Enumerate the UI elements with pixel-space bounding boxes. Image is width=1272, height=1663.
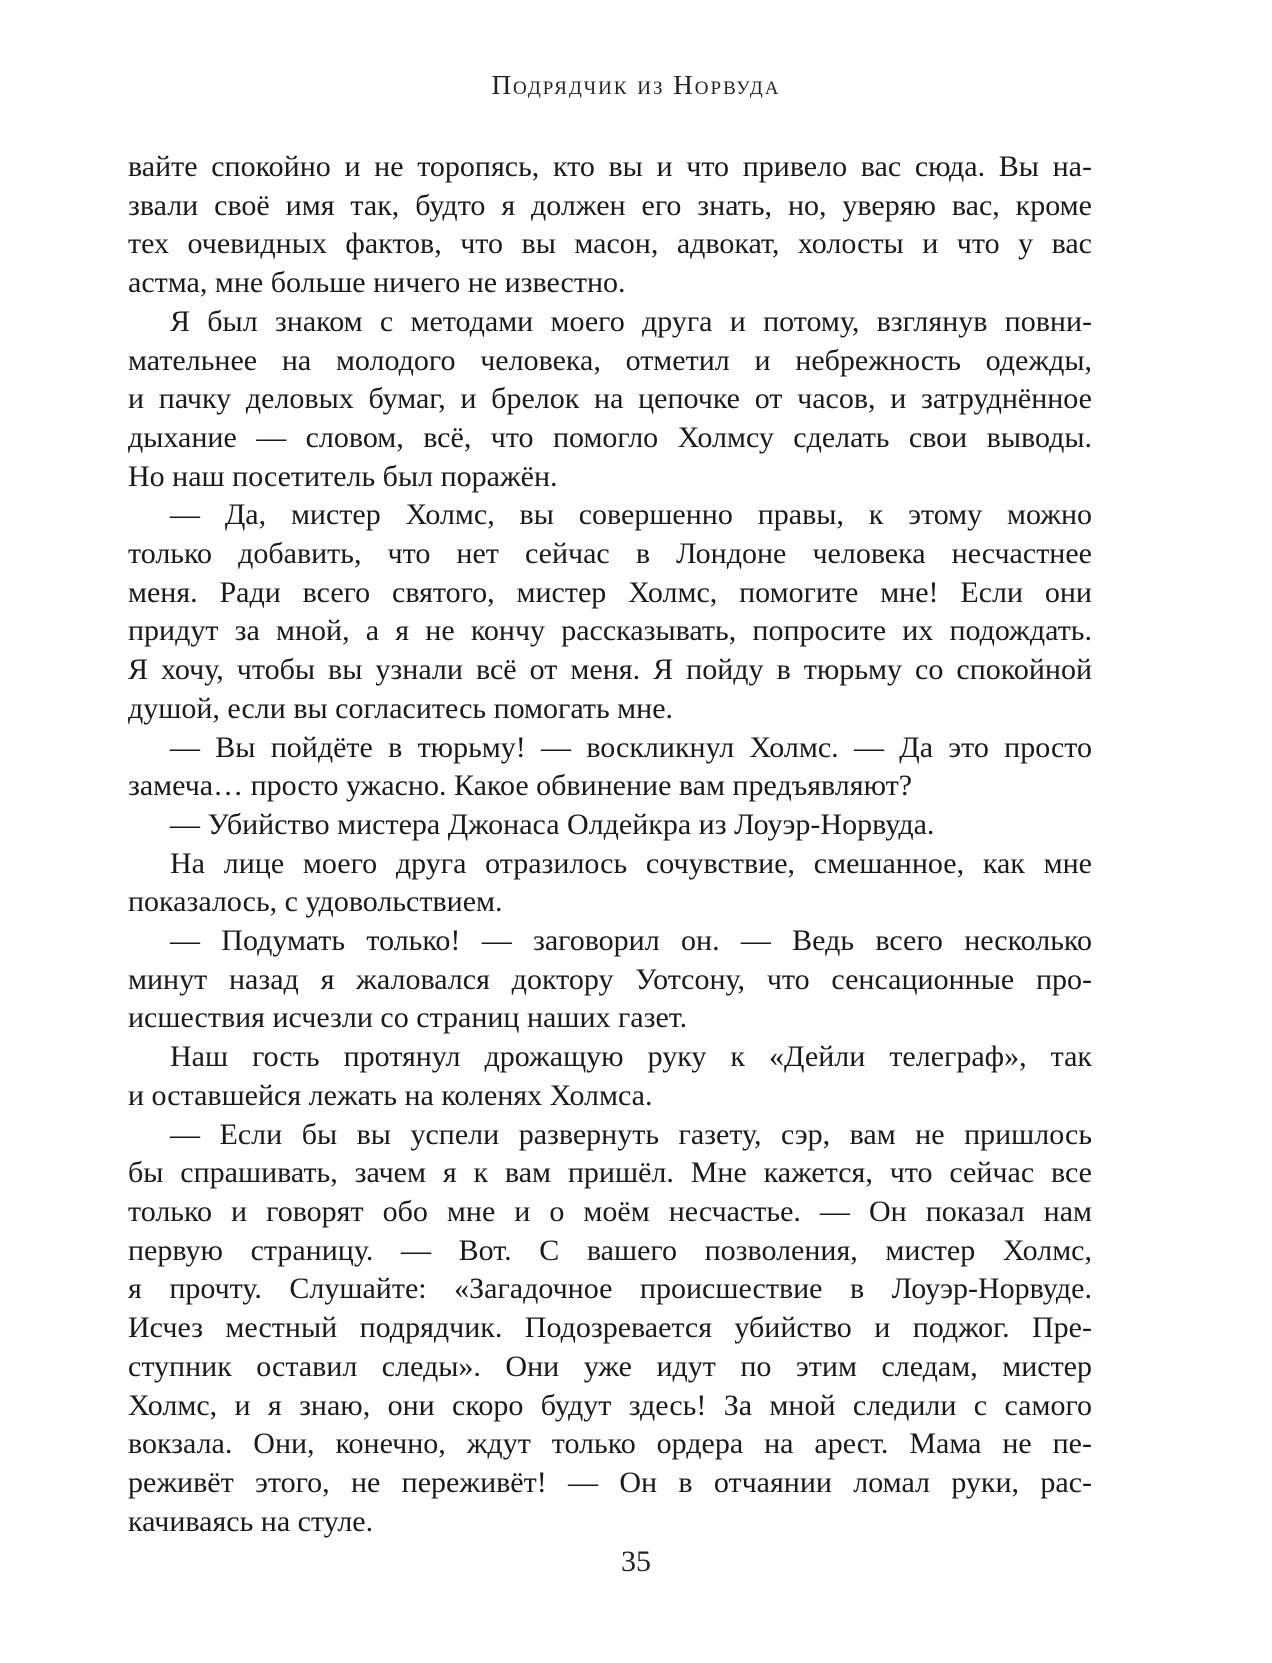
text-line: звали своё имя так, будто я должен его знать, но, уверяю вас, кроме [128, 188, 1092, 222]
body-text [128, 148, 1092, 1541]
paragraph [128, 729, 1092, 806]
text-line: тех очевидных фактов, что вы масон, адвокат, холосты и что у вас [128, 227, 1092, 261]
text-line: Но наш посетитель был поражён. [128, 459, 558, 493]
paragraph [128, 806, 1092, 845]
text-line: Я был знаком с методами моего друга и потому, взглянув повни- [170, 304, 1092, 338]
text-line: исшествия исчезли со страниц наших газет. [128, 1001, 688, 1035]
text-line: — Да, мистер Холмс, вы совершенно правы, к этому можно [170, 498, 1092, 532]
text-line: замеча… просто ужасно. Какое обвинение вам предъявляют? [128, 769, 913, 803]
text-line: — Убийство мистера Джонаса Олдейкра из Лоуэр-Норвуда. [170, 807, 935, 841]
text-line: реживёт этого, не переживёт! — Он в отчаянии ломал руки, рас- [128, 1465, 1092, 1499]
page-number: 35 [621, 1545, 651, 1578]
text-line: первую страницу. — Вот. С вашего позволения, мистер Холмс, [128, 1233, 1092, 1267]
text-line: Холмс, и я знаю, они скоро будут здесь! За мной следили с самого [128, 1388, 1092, 1422]
text-line: Наш гость протянул дрожащую руку к «Дейли телеграф», так [170, 1040, 1092, 1074]
text-line: я прочту. Слушайте: «Загадочное происшествие в Лоуэр-Норвуде. [128, 1272, 1092, 1306]
text-line: дыхание — словом, всё, что помогло Холмсу сделать свои выводы. [128, 420, 1092, 454]
text-line: меня. Ради всего святого, мистер Холмс, помогите мне! Если они [128, 575, 1092, 609]
paragraph [128, 148, 1092, 303]
text-line: мательнее на молодого человека, отметил и небрежность одежды, [128, 343, 1092, 377]
text-line: минут назад я жаловался доктору Уотсону, что сенсационные про- [128, 962, 1092, 996]
text-line: Исчез местный подрядчик. Подозревается убийство и поджог. Пре- [128, 1311, 1092, 1345]
text-line: вокзала. Они, конечно, ждут только ордера на арест. Мама не пе- [128, 1427, 1092, 1461]
text-line: показалось, с удовольствием. [128, 885, 503, 919]
text-line: Я хочу, чтобы вы узнали всё от меня. Я пойду в тюрьму со спокойной [128, 653, 1092, 687]
text-line: ступник оставил следы». Они уже идут по этим следам, мистер [128, 1349, 1092, 1383]
paragraph [128, 845, 1092, 922]
text-line: и пачку деловых бумаг, и брелок на цепочке от часов, и затруднённое [128, 382, 1092, 416]
text-line: и оставшейся лежать на коленях Холмса. [128, 1078, 653, 1112]
text-line: только добавить, что нет сейчас в Лондоне человека несчастнее [128, 537, 1092, 571]
paragraph [128, 1116, 1092, 1542]
text-line: только и говорят обо мне и о моём несчастье. — Он показал нам [128, 1194, 1092, 1228]
text-line: душой, если вы согласитесь помогать мне. [128, 691, 674, 725]
text-line: бы спрашивать, зачем я к вам пришёл. Мне кажется, что сейчас все [128, 1156, 1092, 1190]
text-line: качиваясь на стуле. [128, 1504, 374, 1538]
paragraph [128, 1038, 1092, 1115]
text-line: астма, мне больше ничего не известно. [128, 266, 626, 300]
text-line: На лице моего друга отразилось сочувствие, смешанное, как мне [170, 846, 1092, 880]
text-line: придут за мной, а я не кончу рассказывать, попросите их подождать. [128, 614, 1092, 648]
text-line: — Подумать только! — заговорил он. — Ведь всего несколько [170, 924, 1092, 958]
paragraph [128, 303, 1092, 497]
running-head: Подрядчик из Норвуда [491, 70, 781, 100]
paragraph [128, 496, 1092, 728]
text-line: — Если бы вы успели развернуть газету, сэр, вам не пришлось [170, 1117, 1092, 1151]
text-line: — Вы пойдёте в тюрьму! — воскликнул Холмс. — Да это просто [170, 730, 1092, 764]
text-line: вайте спокойно и не торопясь, кто вы и что привело вас сюда. Вы на- [128, 150, 1092, 183]
paragraph [128, 922, 1092, 1038]
